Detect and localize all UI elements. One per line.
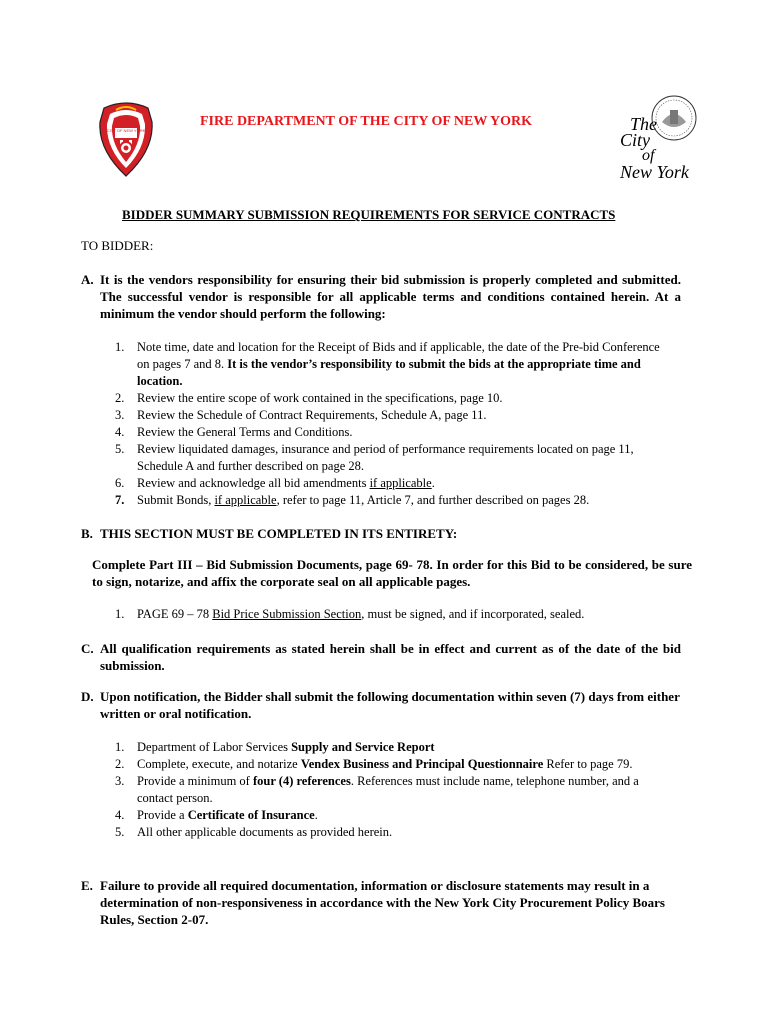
item-text: Review the Schedule of Contract Requirements, Schedule A, page 11. bbox=[137, 408, 487, 422]
item-text-after: Refer to page 79. bbox=[543, 757, 633, 771]
item-number: 5. bbox=[115, 825, 125, 839]
item-number: 4. bbox=[115, 808, 125, 822]
section-b-label: B. bbox=[81, 526, 93, 541]
item-underlined-text: Bid Price Submission Section bbox=[212, 607, 362, 621]
list-item bbox=[115, 773, 675, 807]
nyc-logo-city: City bbox=[620, 130, 650, 150]
item-bold-text: It is the vendor’s responsibility to submit the bids at the appropriate time and location. bbox=[137, 357, 641, 388]
item-text: Submit Bonds, bbox=[137, 493, 215, 507]
list-item bbox=[115, 424, 675, 441]
item-number: 1. bbox=[115, 340, 125, 354]
section-c-text: All qualification requirements as stated herein shall be in effect and current as of the date of the bid submission. bbox=[100, 641, 681, 673]
item-number: 1. bbox=[115, 607, 125, 621]
item-text: Provide a bbox=[137, 808, 188, 822]
list-item bbox=[115, 407, 675, 424]
item-number: 6. bbox=[115, 476, 125, 490]
to-bidder-label: TO BIDDER: bbox=[81, 238, 154, 253]
section-a bbox=[81, 271, 681, 322]
section-d bbox=[81, 688, 681, 722]
item-text: Review and acknowledge all bid amendments bbox=[137, 476, 370, 490]
item-number: 2. bbox=[115, 391, 125, 405]
item-underlined-text: if applicable bbox=[214, 493, 277, 507]
section-c bbox=[81, 640, 681, 674]
section-a-list bbox=[115, 339, 675, 509]
item-number: 7. bbox=[115, 493, 125, 507]
item-text: Review the entire scope of work contained in the specifications, page 10. bbox=[137, 391, 503, 405]
item-text: Review the General Terms and Conditions. bbox=[137, 425, 353, 439]
item-text: Provide a minimum of bbox=[137, 774, 253, 788]
section-a-label: A. bbox=[81, 272, 94, 287]
section-e-text: Failure to provide all required documentation, information or disclosure statements may result in a determination of non-responsiveness in accordance with the New York City Procurement Policy Boars Rules, Section 2-07. bbox=[100, 878, 665, 927]
list-item bbox=[115, 339, 675, 390]
item-number: 2. bbox=[115, 757, 125, 771]
nyc-seal-icon bbox=[606, 92, 706, 182]
header-title: FIRE DEPARTMENT OF THE CITY OF NEW YORK bbox=[200, 114, 533, 129]
list-item bbox=[115, 756, 675, 773]
section-b-list bbox=[115, 606, 675, 623]
item-text-after: , must be signed, and if incorporated, sealed. bbox=[361, 607, 585, 621]
section-a-text: It is the vendors responsibility for ensuring their bid submission is properly completed and submitted. The successful vendor is responsible for all applicable terms and conditions contained herein. At a minimum the vendor should perform the following: bbox=[100, 272, 681, 321]
section-d-label: D. bbox=[81, 689, 94, 704]
list-item bbox=[115, 492, 675, 509]
list-item bbox=[115, 390, 675, 407]
item-text: All other applicable documents as provided herein. bbox=[137, 825, 393, 839]
item-text-after: , refer to page 11, Article 7, and further described on pages 28. bbox=[276, 493, 590, 507]
item-number: 3. bbox=[115, 774, 125, 788]
item-text: Department of Labor Services bbox=[137, 740, 292, 754]
section-b bbox=[81, 525, 681, 542]
nyc-logo-newyork: New York bbox=[620, 162, 689, 182]
section-d-text: Upon notification, the Bidder shall submit the following documentation within seven (7) days from either written or oral notification. bbox=[100, 689, 680, 721]
section-d-list bbox=[115, 739, 675, 841]
section-b-complete-text: Complete Part III – Bid Submission Documents, page 69- 78. In order for this Bid to be considered, be sure to sign, notarize, and affix the corporate seal on all applicable pages. bbox=[92, 557, 692, 589]
list-item bbox=[115, 739, 675, 756]
section-e-label: E. bbox=[81, 878, 93, 893]
nyc-logo-the: The bbox=[630, 114, 657, 134]
item-number: 1. bbox=[115, 740, 125, 754]
section-e bbox=[81, 877, 681, 928]
nyc-logo-of: of bbox=[642, 147, 655, 164]
nyc-logo bbox=[606, 92, 706, 182]
item-bold-text: Certificate of Insurance bbox=[187, 808, 315, 822]
fdny-shield-icon bbox=[96, 100, 156, 180]
list-item bbox=[115, 475, 675, 492]
item-text: Note time, date and location for the Receipt of Bids and if applicable, the date of the Pre-bid Conference on pages 7 and 8. bbox=[137, 340, 660, 371]
item-number: 5. bbox=[115, 442, 125, 456]
list-item bbox=[115, 807, 675, 824]
item-number: 3. bbox=[115, 408, 125, 422]
document-title: BIDDER SUMMARY SUBMISSION REQUIREMENTS FOR SERVICE CONTRACTS bbox=[122, 207, 616, 222]
item-bold-text: four (4) references bbox=[252, 774, 351, 788]
item-bold-text: Supply and Service Report bbox=[291, 740, 435, 754]
item-number: 4. bbox=[115, 425, 125, 439]
item-text-after: . bbox=[431, 476, 435, 490]
fdny-logo bbox=[96, 100, 156, 180]
fdny-logo-text: CITY OF NEW YORK bbox=[106, 128, 146, 133]
section-b-heading: THIS SECTION MUST BE COMPLETED IN ITS ENTIRETY: bbox=[100, 526, 458, 541]
section-c-label: C. bbox=[81, 641, 94, 656]
list-item bbox=[115, 824, 675, 841]
item-text-after: . bbox=[314, 808, 318, 822]
item-bold-text: Vendex Business and Principal Questionnaire bbox=[300, 757, 544, 771]
item-text: Review liquidated damages, insurance and period of performance requirements located on page 11, Schedule A and further described on page 28. bbox=[137, 442, 634, 473]
item-text-after: . References must include name, telephone number, and a contact person. bbox=[137, 774, 639, 805]
item-text: Complete, execute, and notarize bbox=[137, 757, 301, 771]
list-item bbox=[115, 441, 675, 475]
list-item bbox=[115, 606, 675, 623]
item-text: PAGE 69 – 78 bbox=[137, 607, 213, 621]
item-underlined-text: if applicable bbox=[369, 476, 432, 490]
